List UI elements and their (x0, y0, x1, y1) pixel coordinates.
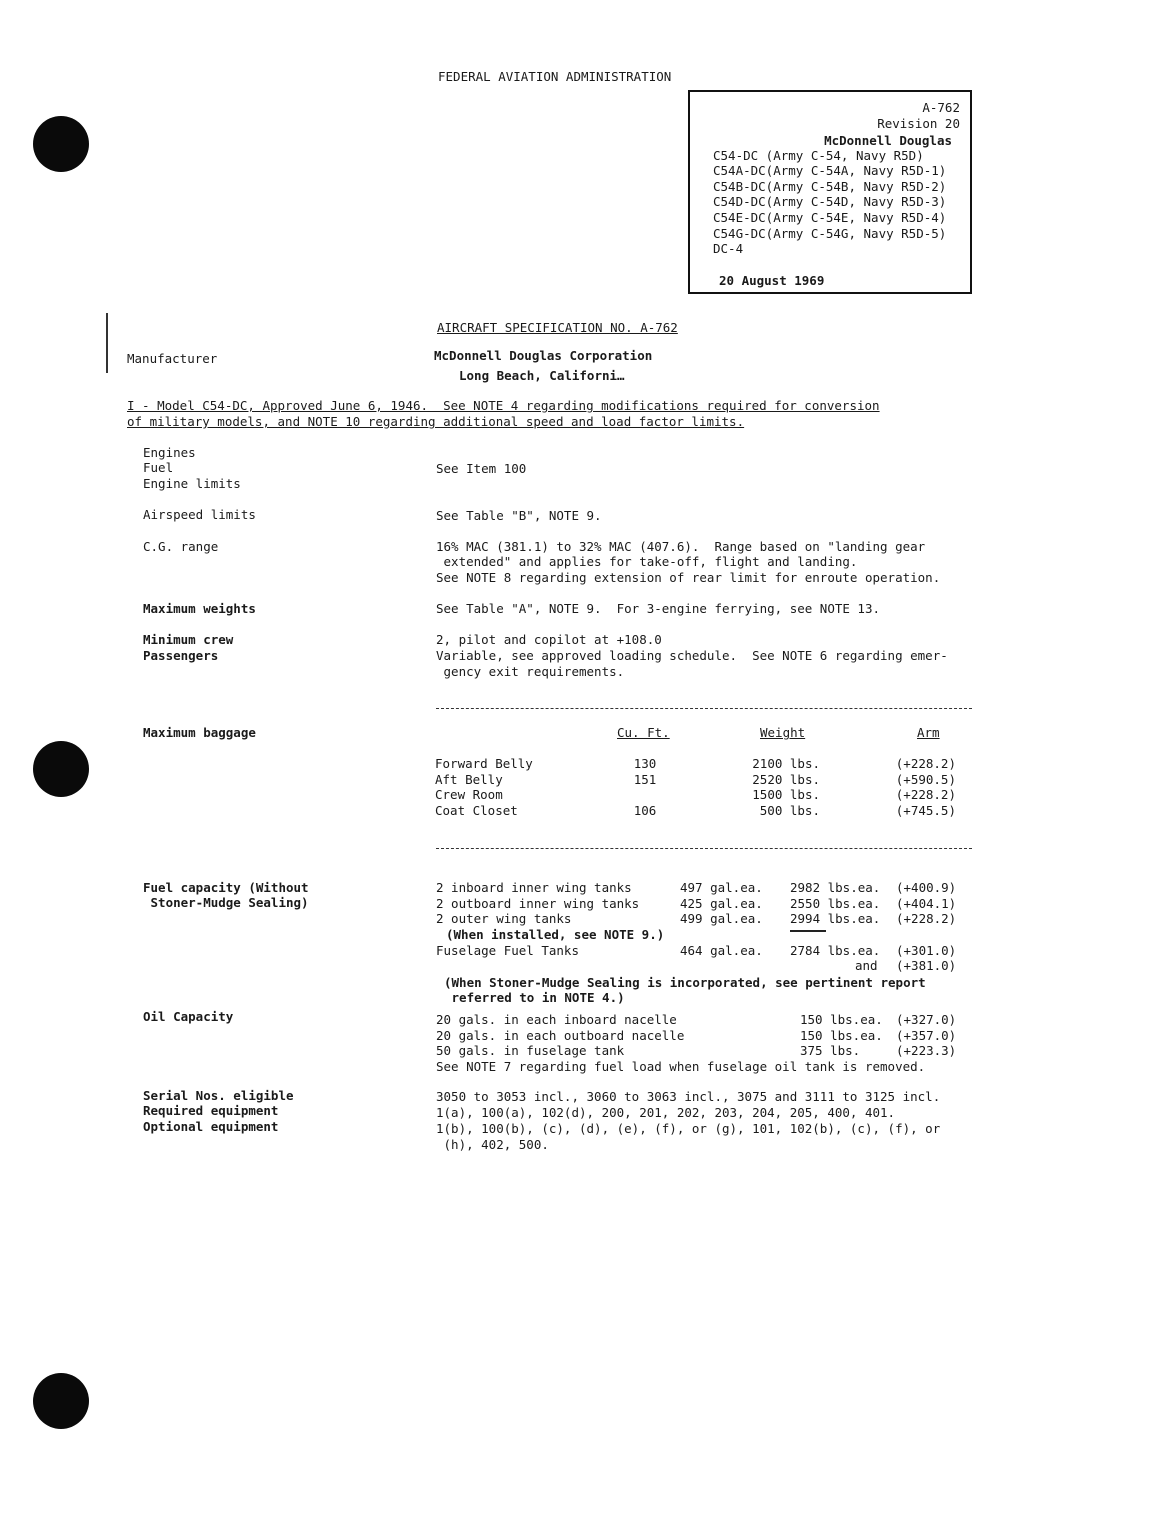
punch-hole-top (33, 116, 89, 172)
fuel-row-name: 2 inboard inner wing tanks (436, 880, 632, 895)
min-crew-value: 2, pilot and copilot at +108.0 (436, 632, 662, 647)
oil-row-lbs: 150 lbs.ea. (800, 1028, 883, 1043)
passengers-label: Passengers (143, 648, 219, 663)
spec-title: AIRCRAFT SPECIFICATION NO. A-762 (437, 320, 678, 335)
spec-number: A-762 (922, 100, 960, 115)
model-line: C54E-DC(Army C-54E, Navy R5D-4) (713, 210, 947, 225)
engines-value: See Item 100 (436, 461, 527, 476)
baggage-row-cuft: 130 (633, 756, 657, 771)
oil-row-name: 50 gals. in fuselage tank (436, 1043, 625, 1058)
baggage-row-weight: 1500 lbs. (752, 787, 820, 802)
oil-row-arm: (+357.0) (896, 1028, 957, 1043)
model-line: C54A-DC(Army C-54A, Navy R5D-1) (713, 163, 947, 178)
optional-equipment-line: 1(b), 100(b), (c), (d), (e), (f), or (g), 101, 102(b), (c), (f), or (436, 1121, 941, 1136)
max-weights-label: Maximum weights (143, 601, 256, 616)
fuel-row-gal: 499 gal.ea. (680, 911, 763, 926)
oil-row-lbs: 375 lbs. (800, 1043, 861, 1058)
fuel-row-name: 2 outboard inner wing tanks (436, 896, 640, 911)
oil-row-arm: (+327.0) (896, 1012, 957, 1027)
max-weights-value: See Table "A", NOTE 9. For 3-engine ferrying, see NOTE 13. (436, 601, 881, 616)
baggage-row-arm: (+228.2) (895, 787, 956, 802)
model-line: C54B-DC(Army C-54B, Navy R5D-2) (713, 179, 947, 194)
baggage-row-name: Coat Closet (435, 803, 518, 818)
baggage-bottom-rule (436, 848, 972, 849)
baggage-row-arm: (+590.5) (895, 772, 956, 787)
required-equipment-value: 1(a), 100(a), 102(d), 200, 201, 202, 203, 204, 205, 400, 401. (436, 1105, 896, 1120)
oil-row-lbs: 150 lbs.ea. (800, 1012, 883, 1027)
optional-equipment-label: Optional equipment (143, 1119, 279, 1134)
model-line: DC-4 (713, 241, 744, 256)
fuel-row-lbs: 2550 lbs.ea. (790, 896, 881, 911)
manufacturer-label: Manufacturer (127, 351, 218, 366)
fuel-capacity-label: Fuel capacity (Without (143, 880, 309, 895)
cg-range-line: extended" and applies for take-off, flight and landing. (436, 554, 858, 569)
col-header-weight: Weight (760, 725, 806, 740)
model-line: C54D-DC(Army C-54D, Navy R5D-3) (713, 194, 947, 209)
baggage-row-arm: (+228.2) (895, 756, 956, 771)
outer-tank-rule (790, 930, 826, 932)
fuel-row-arm: (+400.9) (896, 880, 957, 895)
oil-row-arm: (+223.3) (896, 1043, 957, 1058)
manufacturer-location: Long Beach, Californi… (459, 368, 625, 383)
airspeed-label: Airspeed limits (143, 507, 256, 522)
model-line: C54G-DC(Army C-54G, Navy R5D-5) (713, 226, 947, 241)
punch-hole-middle (33, 741, 89, 797)
col-header-cuft: Cu. Ft. (617, 725, 670, 740)
fuel-row-lbs: 2982 lbs.ea. (790, 880, 881, 895)
baggage-row-arm: (+745.5) (895, 803, 956, 818)
optional-equipment-line: (h), 402, 500. (436, 1137, 549, 1152)
fuel-row-name: 2 outer wing tanks (436, 911, 572, 926)
oil-capacity-label: Oil Capacity (143, 1009, 234, 1024)
fuel-row-arm: (+404.1) (896, 896, 957, 911)
model-line: C54-DC (Army C-54, Navy R5D) (713, 148, 924, 163)
baggage-row-cuft: 106 (633, 803, 657, 818)
baggage-row-weight: 500 lbs. (759, 803, 820, 818)
punch-hole-bottom (33, 1373, 89, 1429)
baggage-row-weight: 2520 lbs. (752, 772, 820, 787)
oil-row-name: 20 gals. in each outboard nacelle (436, 1028, 685, 1043)
fuselage-and: and (855, 958, 878, 973)
baggage-row-cuft: 151 (633, 772, 657, 787)
agency-header: FEDERAL AVIATION ADMINISTRATION (438, 69, 672, 84)
min-crew-label: Minimum crew (143, 632, 234, 647)
baggage-row-name: Crew Room (435, 787, 503, 802)
col-header-arm: Arm (917, 725, 940, 740)
cg-range-label: C.G. range (143, 539, 219, 554)
fuel-row-lbs: 2994 lbs.ea. (790, 911, 881, 926)
model-heading-line1: I - Model C54-DC, Approved June 6, 1946. See NOTE 4 regarding modifications required for conversion (127, 398, 880, 413)
cg-range-line: 16% MAC (381.1) to 32% MAC (407.6). Range based on "landing gear (436, 539, 926, 554)
fuselage-tank-arm2: (+381.0) (896, 958, 957, 973)
fuselage-tank-gal: 464 gal.ea. (680, 943, 763, 958)
engine-limits-label: Engine limits (143, 476, 241, 491)
model-heading-line2: of military models, and NOTE 10 regarding additional speed and load factor limits. (127, 414, 745, 429)
passengers-line: Variable, see approved loading schedule. See NOTE 6 regarding emer- (436, 648, 948, 663)
stoner-note-line: referred to in NOTE 4.) (444, 990, 625, 1005)
stoner-note-line: (When Stoner-Mudge Sealing is incorporated, see pertinent report (444, 975, 926, 990)
box-manufacturer: McDonnell Douglas (824, 133, 952, 148)
baggage-row-weight: 2100 lbs. (752, 756, 820, 771)
baggage-top-rule (436, 708, 972, 709)
fuselage-tank-name: Fuselage Fuel Tanks (436, 943, 579, 958)
margin-bar (106, 313, 108, 373)
revision-number: Revision 20 (877, 116, 960, 131)
serial-label: Serial Nos. eligible (143, 1088, 294, 1103)
airspeed-value: See Table "B", NOTE 9. (436, 508, 602, 523)
cg-range-line: See NOTE 8 regarding extension of rear limit for enroute operation. (436, 570, 941, 585)
max-baggage-label: Maximum baggage (143, 725, 256, 740)
engines-label: Engines (143, 445, 196, 460)
serial-value: 3050 to 3053 incl., 3060 to 3063 incl., 3075 and 3111 to 3125 incl. (436, 1089, 941, 1104)
fuel-row-gal: 425 gal.ea. (680, 896, 763, 911)
fuel-row-arm: (+228.2) (896, 911, 957, 926)
required-equipment-label: Required equipment (143, 1103, 279, 1118)
fuel-capacity-label: Stoner-Mudge Sealing) (143, 895, 309, 910)
manufacturer-name: McDonnell Douglas Corporation (434, 348, 653, 363)
oil-note: See NOTE 7 regarding fuel load when fuselage oil tank is removed. (436, 1059, 926, 1074)
baggage-row-name: Forward Belly (435, 756, 533, 771)
fuselage-tank-arm: (+301.0) (896, 943, 957, 958)
oil-row-name: 20 gals. in each inboard nacelle (436, 1012, 677, 1027)
fuselage-tank-lbs: 2784 lbs.ea. (790, 943, 881, 958)
baggage-row-name: Aft Belly (435, 772, 503, 787)
box-date: 20 August 1969 (719, 273, 825, 288)
passengers-line: gency exit requirements. (436, 664, 625, 679)
fuel-label: Fuel (143, 460, 174, 475)
outer-tank-note: (When installed, see NOTE 9.) (446, 927, 665, 942)
fuel-row-gal: 497 gal.ea. (680, 880, 763, 895)
